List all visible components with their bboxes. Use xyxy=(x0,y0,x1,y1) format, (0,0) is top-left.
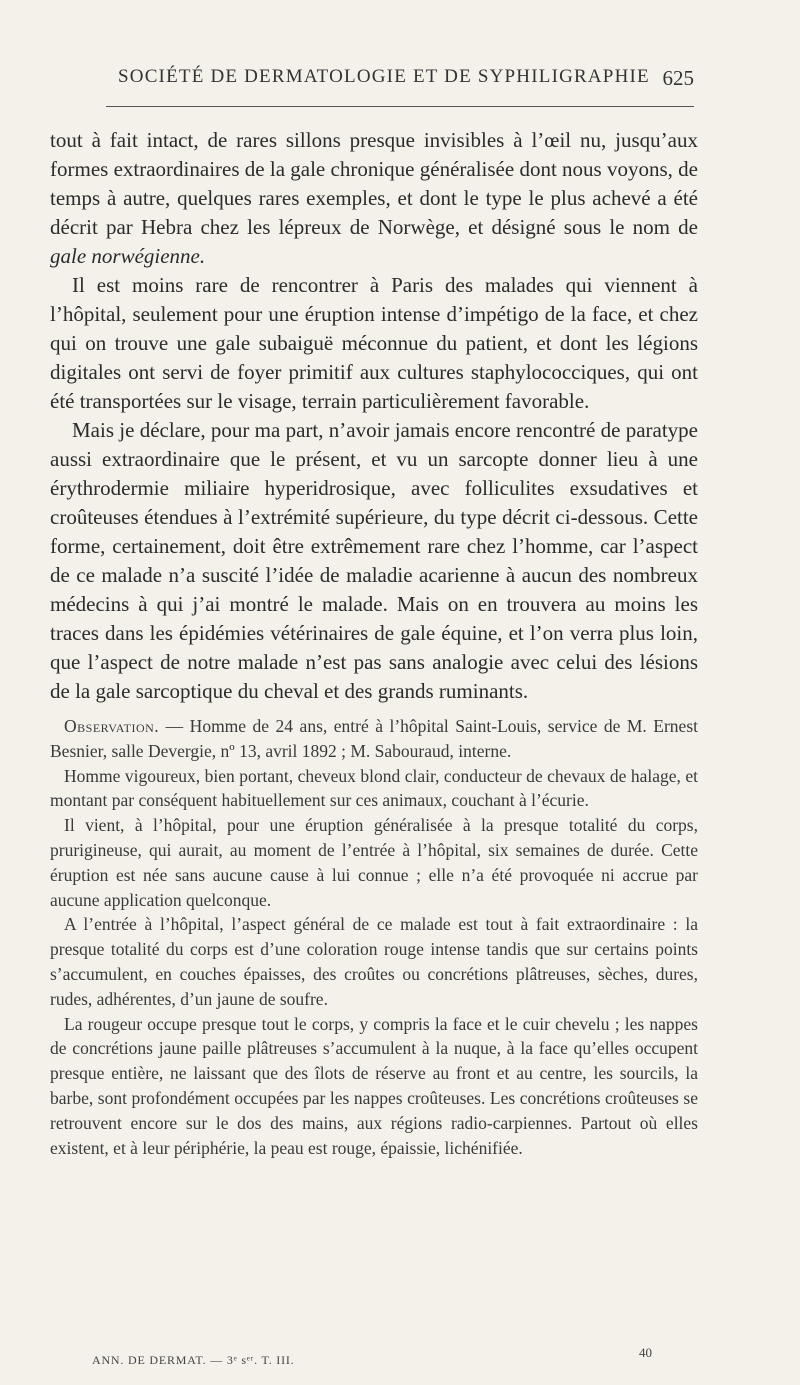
page-number: 625 xyxy=(662,66,694,90)
running-head-title: SOCIÉTÉ DE DERMATOLOGIE ET DE SYPHILIGRAPHIE xyxy=(118,66,650,87)
main-text xyxy=(50,126,698,706)
observation-paragraph-5: La rougeur occupe presque tout le corps, y compris la face et le cuir chevelu ; les nappes de concrétions jaune paille plâtreuses s’accumulent à la nuque, à la face qu’elles occupent presque entière, ne laissant que des îlots de réserve au front et au centre, les sourcils, la barbe, sont profondément occupées par les nappes croûteuses. Les concrétions croûteuses se retrouvent encore sur le dos des mains, aux régions radio-carpiennes. Partout où elles existent, et à leur périphérie, la peau est rouge, épaissie, lichénifiée. xyxy=(50,1013,698,1158)
paragraph-1-italic: gale norwégienne. xyxy=(50,244,206,268)
observation-intro-text: — Homme de 24 ans, entré à l’hôpital Saint-Louis, service de M. Ernest Besnier, salle Devergie, nº 13, avril 1892 ; M. Sabouraud, interne. xyxy=(50,716,698,761)
running-header xyxy=(106,66,694,96)
paragraph-3: Mais je déclare, pour ma part, n’avoir jamais encore rencontré de paratype aussi extraordinaire que le présent, et vu un sarcopte donner lieu à une érythrodermie miliaire hyperidrosique, avec folliculites exsudatives et croûteuses étendues à l’extrémité supérieure, du type décrit ci-dessous. Cette forme, certainement, doit être extrêmement rare chez l’homme, car l’aspect de ce malade n’a suscité l’idée de maladie acarienne à aucun des nombreux médecins à qui j’ai montré le malade. Mais on en trouvera au moins les traces dans les épidémies vétérinaires de gale équine, et l’on verra plus loin, que l’aspect de notre malade n’est pas sans analogie avec celui des lésions de la gale sarcoptique du cheval et des grands ruminants. xyxy=(50,418,698,703)
observation-section xyxy=(50,714,698,1160)
footer-signature: ANN. DE DERMAT. — 3ᵉ sᵉʳ. T. III. xyxy=(92,1353,295,1367)
observation-paragraph-2: Homme vigoureux, bien portant, cheveux blond clair, conducteur de chevaux de halage, et montant par conséquent habituellement sur ces animaux, couchant à l’écurie. xyxy=(50,765,698,811)
header-rule xyxy=(106,106,694,107)
observation-paragraph-1 xyxy=(50,714,698,764)
page-footer xyxy=(92,1345,652,1373)
observation-label: Observation. xyxy=(64,716,160,736)
observation-paragraph-3: Il vient, à l’hôpital, pour une éruption généralisée à la presque totalité du corps, prurigineuse, qui aurait, au moment de l’entrée à l’hôpital, six semaines de durée. Cette éruption est née sans aucune cause à lui connue ; elle n’a été provoquée ni accrue par aucune application quelconque. xyxy=(50,815,698,910)
observation-paragraph-4: A l’entrée à l’hôpital, l’aspect général de ce malade est tout à fait extraordinaire : la presque totalité du corps est d’une coloration rouge intense tandis que sur certains points s’accumulent, en couches épaisses, des croûtes ou concrétions plâtreuses, sèches, dures, rudes, adhérentes, d’un jaune de soufre. xyxy=(50,914,698,1009)
paragraph-2: Il est moins rare de rencontrer à Paris des malades qui viennent à l’hôpital, seulement pour une éruption intense d’impétigo de la face, et chez qui on trouve une gale subaiguë méconnue du patient, et dont les légions digitales ont servi de foyer primitif aux cultures staphylococciques, qui ont été transportées sur le visage, terrain particulièrement favorable. xyxy=(50,273,698,413)
paragraph-1-text: tout à fait intact, de rares sillons presque invisibles à l’œil nu, jusqu’aux formes extraordinaires de la gale chronique généralisée dont nous voyons, de temps à autre, quelques rares exemples, et dont le type le plus achevé a été décrit par Hebra chez les lépreux de Norwège, et désigné sous le nom de xyxy=(50,128,698,239)
sheet-number: 40 xyxy=(639,1345,652,1360)
paragraph-1 xyxy=(50,126,698,271)
